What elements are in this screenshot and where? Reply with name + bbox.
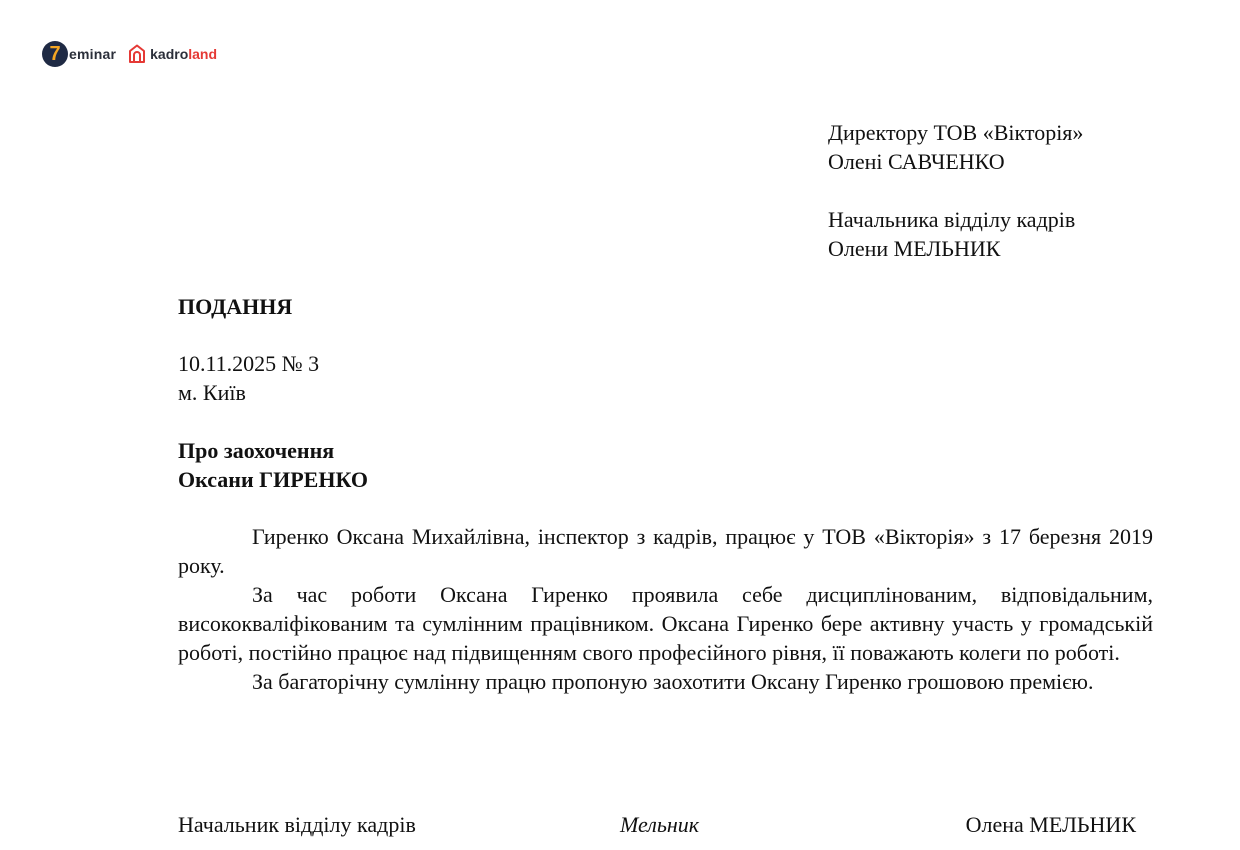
seven-circle-icon: 7 bbox=[42, 41, 68, 67]
document-body bbox=[178, 522, 1153, 696]
body-paragraph: За багаторічну сумлінну працю пропоную заохотити Оксану Гиренко грошовою премією. bbox=[252, 669, 1094, 694]
addressee-block bbox=[828, 118, 1083, 263]
body-paragraph: Гиренко Оксана Михайлівна, інспектор з кадрів, працює у ТОВ «Вікторія» з 17 березня 2019 року. bbox=[178, 524, 1153, 578]
addressee-from-line1: Начальника відділу кадрів bbox=[828, 207, 1076, 232]
document-meta bbox=[178, 349, 319, 407]
signature-handwritten: Мельник bbox=[620, 812, 700, 837]
seminar-logo bbox=[42, 41, 116, 67]
kadroland-logo bbox=[128, 44, 217, 64]
kadroland-logo-text-part2: land bbox=[188, 46, 218, 62]
signature-position: Начальник відділу кадрів bbox=[178, 812, 416, 837]
document-subject bbox=[178, 436, 368, 494]
addressee-from-line2: Олени МЕЛЬНИК bbox=[828, 236, 1001, 261]
addressee-to-line2: Олені САВЧЕНКО bbox=[828, 149, 1005, 174]
seminar-logo-text: eminar bbox=[69, 46, 117, 62]
kadroland-logo-text-part1: kadro bbox=[150, 46, 189, 62]
kadroland-logo-text bbox=[150, 46, 217, 62]
addressee-spacer bbox=[828, 176, 1083, 205]
header-logos bbox=[42, 40, 217, 68]
document-date-number: 10.11.2025 № 3 bbox=[178, 351, 320, 376]
document-subject-line1: Про заохочення bbox=[178, 438, 335, 463]
body-paragraph: За час роботи Оксана Гиренко проявила себе дисциплінованим, відповідальним, висококваліфікованим та сумлінним працівником. Оксана Гиренко бере активну участь у громадській роботі, постійно працює над підвищенням свого професійного рівня, її поважають колеги по роботі. bbox=[178, 582, 1153, 665]
document-place: м. Київ bbox=[178, 380, 246, 405]
house-icon bbox=[128, 44, 146, 64]
signature-name: Олена МЕЛЬНИК bbox=[965, 812, 1136, 837]
addressee-to-line1: Директору ТОВ «Вікторія» bbox=[828, 120, 1084, 145]
document-title: ПОДАННЯ bbox=[178, 294, 293, 319]
document-subject-line2: Оксани ГИРЕНКО bbox=[178, 467, 368, 492]
